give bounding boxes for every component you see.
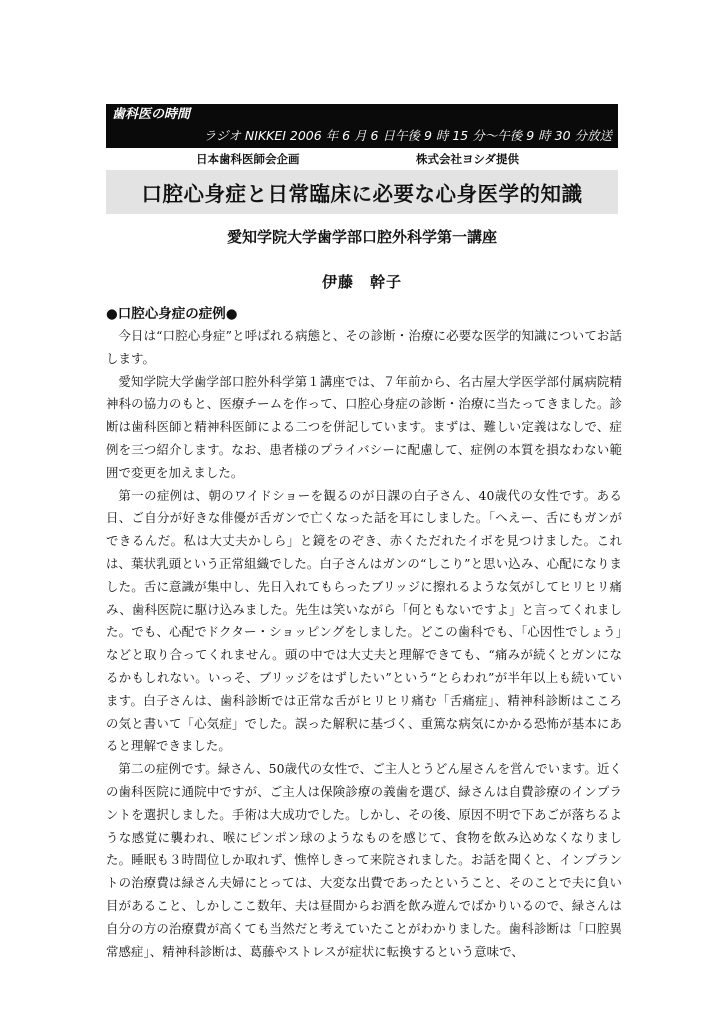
sponsor-line	[106, 151, 618, 169]
provider-credit: 株式会社ヨシダ提供	[416, 152, 520, 166]
article-body	[106, 325, 622, 963]
planner-credit: 日本歯科医師会企画	[196, 152, 300, 166]
series-title: 歯科医の時間	[112, 107, 191, 122]
program-banner	[106, 104, 618, 148]
author-affiliation: 愛知学院大学歯学部口腔外科学第一講座	[226, 228, 497, 246]
paragraph-clinic: 愛知学院大学歯学部口腔外科学第１講座では、７年前から、名古屋大学医学部付属病院精神科の協力のもと、医療チームを作って、口腔心身症の診断・治療に当たってきました。診断は歯科医師と精神科医師による二つを併記しています。まずは、難しい定義はなしで、症例を三つ紹介します。なお、患者様のプライバシーに配慮して、症例の本質を損なわない範囲で変更を加えました。	[106, 373, 622, 480]
author-name: 伊藤 幹子	[321, 273, 402, 291]
paragraph-intro: 今日は“口腔心身症”と呼ばれる病態と、その診断・治療に必要な医学的知識についてお話します。	[106, 328, 622, 366]
paragraph-case-two: 第二の症例です。緑さん、50歳代の女性で、ご主人とうどん屋さんを営んでいます。近くの歯科医院に通院中ですが、ご主人は保険診療の義歯を選び、緑さんは自費診療のインプラントを選択しました。手術は大成功でした。しかし、その後、原因不明で下あごが落ちるような感覚に襲われ、喉にピンポン球のようなものを感じて、食物を飲み込めなくなりました。睡眠も３時間位しか取れず、憔悴しきって来院されました。お話を聞くと、インプラントの治療費は緑さん夫婦にとっては、大変な出費であったということ、そのことで夫に負い目があること、しかしここ数年、夫は昼間からお酒を飲み遊んでばかりいるので、緑さんは自分の方の治療費が高くても当然だと考えていたことがわかりました。歯科診断は「口腔異常感症」、精神科診断は、葛藤やストレスが症状に転換するという意味で、	[106, 761, 622, 959]
paragraph-case-one: 第一の症例は、朝のワイドショーを観るのが日課の白子さん、40歳代の女性です。ある日、ご自分が好きな俳優が舌ガンで亡くなった話を耳にしました。「へえー、舌にもガンができるんだ。私は大丈夫かしら」と鏡をのぞき、赤くただれたイボを見つけました。これは、葉状乳頭という正常組織でした。白子さんはガンの“しこり”と思い込み、心配になりました。舌に意識が集中し、先日入れてもらったブリッジに擦れるような気がしてヒリヒリ痛み、歯科医院に駆け込みました。先生は笑いながら「何ともないですよ」と言ってくれました。でも、心配でドクター・ショッピングをしました。どこの歯科でも、「心因性でしょう」などと取り合ってくれません。頭の中では大丈夫と理解できても、“痛みが続くとガンになるかもしれない。いっそ、ブリッジをはずしたい”という“とらわれ”が半年以上も続いています。白子さんは、歯科診断では正常な舌がヒリヒリ痛む「舌痛症」、精神科診断はこころの気と書いて「心気症」でした。誤った解釈に基づく、重篤な病気にかかる恐怖が基本にあると理解できました。	[106, 487, 622, 754]
broadcast-info: ラジオ NIKKEI 2006 年 6 月 6 日午後 9 時 15 分～午後 9 時 30 分放送	[203, 128, 612, 143]
title-box	[106, 170, 618, 214]
page-title: 口腔心身症と日常臨床に必要な心身医学的知識	[141, 182, 583, 206]
section-heading: ●口腔心身症の症例●	[106, 306, 238, 322]
